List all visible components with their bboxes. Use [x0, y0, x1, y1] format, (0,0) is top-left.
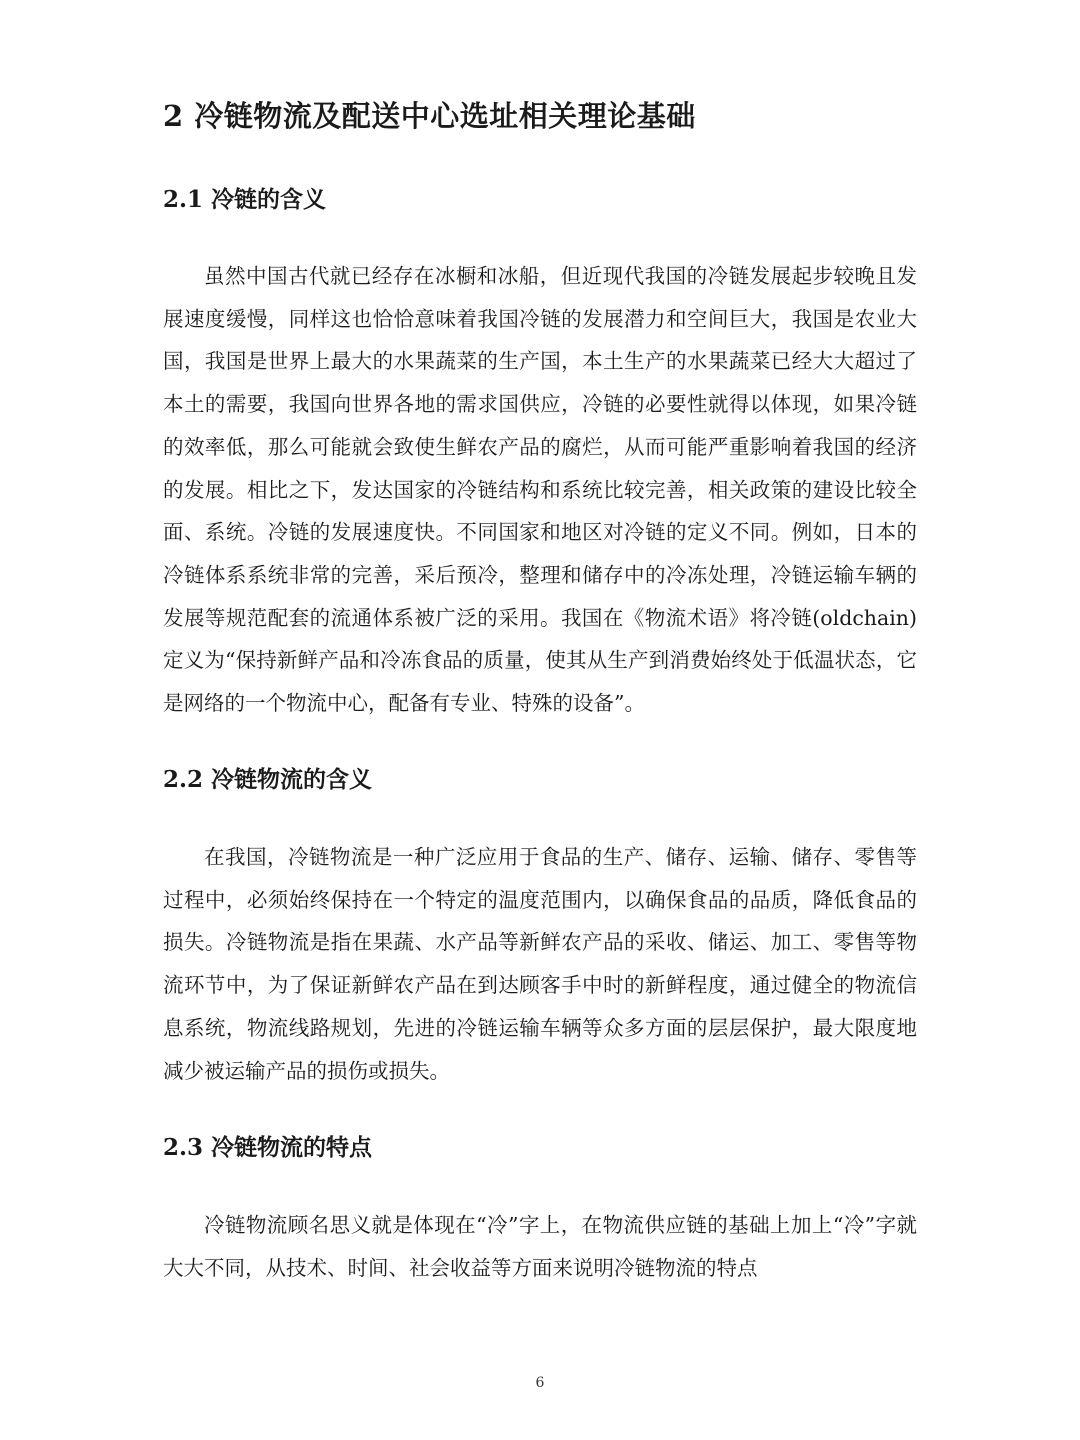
page-number: 6	[535, 1375, 545, 1391]
chapter-title: 2 冷链物流及配送中心选址相关理论基础	[163, 99, 696, 133]
section-paragraph-2-2: 在我国，冷链物流是一种广泛应用于食品的生产、储存、运输、储存、零售等过程中，必须始终保持在一个特定的温度范围内，以确保食品的品质，降低食品的损失。冷链物流是指在果蔬、水产品等新鲜农产品的采收、储运、加工、零售等物流环节中，为了保证新鲜农产品在到达顾客手中时的新鲜程度，通过健全的物流信息系统，物流线路规划，先进的冷链运输车辆等众多方面的层层保护，最大限度地减少被运输产品的损伤或损失。	[163, 845, 917, 1083]
section-paragraph-2-3: 冷链物流顾名思义就是体现在“冷”字上，在物流供应链的基础上加上“冷”字就大大不同，从技术、时间、社会收益等方面来说明冷链物流的特点	[163, 1213, 917, 1280]
section-paragraph-2-1: 虽然中国古代就已经存在冰橱和冰船，但近现代我国的冷链发展起步较晚且发展速度缓慢，同样这也恰恰意味着我国冷链的发展潜力和空间巨大，我国是农业大国，我国是世界上最大的水果蔬菜的生产国，本土生产的水果蔬菜已经大大超过了本土的需要，我国向世界各地的需求国供应，冷链的必要性就得以体现，如果冷链的效率低，那么可能就会致使生鲜农产品的腐烂，从而可能严重影响着我国的经济的发展。相比之下，发达国家的冷链结构和系统比较完善，相关政策的建设比较全面、系统。冷链的发展速度快。不同国家和地区对冷链的定义不同。例如，日本的冷链体系系统非常的完善，采后预冷，整理和储存中的冷冻处理，冷链运输车辆的发展等规范配套的流通体系被广泛的采用。我国在《物流术语》将冷链(oldchain)定义为“保持新鲜产品和冷冻食品的质量，使其从生产到消费始终处于低温状态，它是网络的一个物流中心，配备有专业、特殊的设备”。	[163, 264, 917, 716]
section-heading-2-3: 2.3 冷链物流的特点	[163, 1134, 373, 1161]
section-heading-2-1: 2.1 冷链的含义	[163, 186, 327, 213]
section-heading-2-2: 2.2 冷链物流的含义	[163, 766, 373, 793]
